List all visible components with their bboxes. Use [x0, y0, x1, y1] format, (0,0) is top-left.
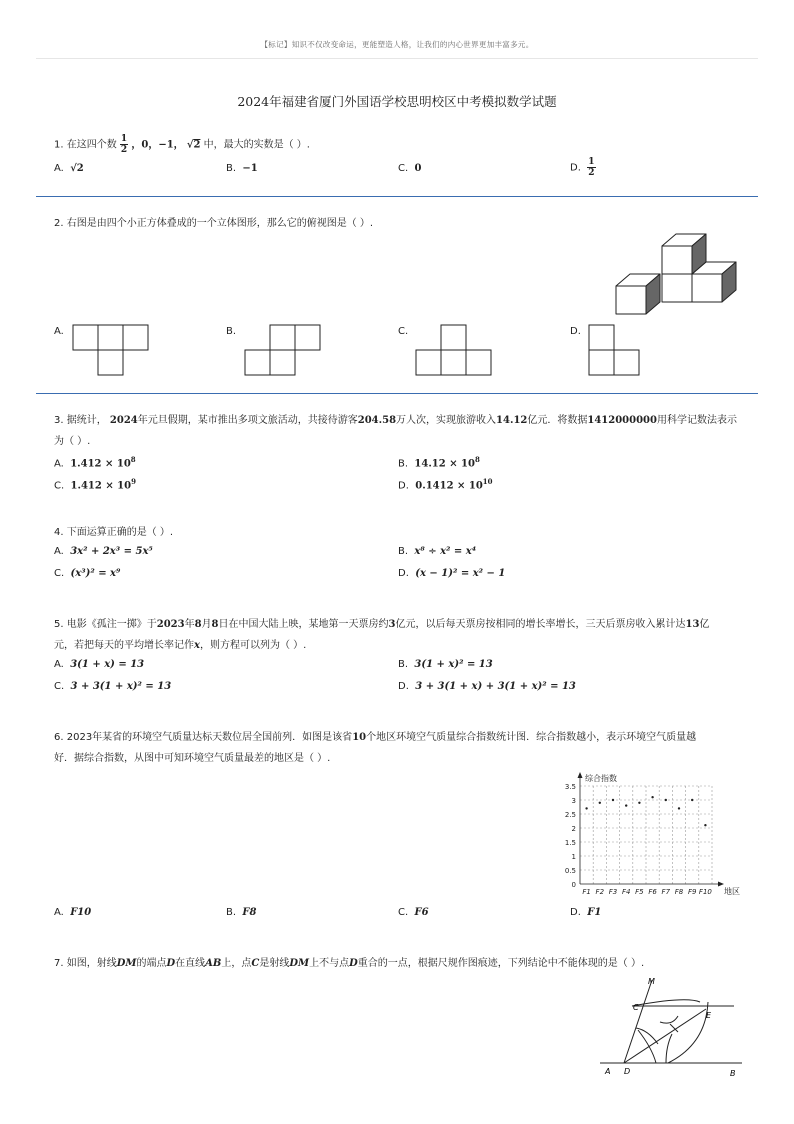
option-c[interactable]: C. (x³)² = x⁹ — [54, 568, 121, 579]
data-point — [651, 796, 653, 798]
x-tick-label: F3 — [608, 888, 618, 896]
x-axis-label: 地区 — [724, 887, 740, 896]
question-text: 右图是由四个小正方体叠成的一个立体图形，那么它的俯视图是（ ）. — [66, 218, 374, 229]
question-divider — [36, 196, 758, 197]
x-tick-label: F5 — [635, 888, 644, 896]
top-view-a[interactable] — [72, 324, 150, 376]
option-d[interactable]: D. 3 + 3(1 + x) + 3(1 + x)² = 13 — [398, 681, 576, 692]
data-point — [638, 802, 640, 804]
option-a[interactable]: A. 3x² + 2x³ = 5x⁵ — [54, 546, 153, 557]
data-point — [599, 802, 601, 804]
arc-5 — [632, 1000, 700, 1006]
header-banner: 【标记】知识不仅改变命运，更能塑造人格，让我们的内心世界更加丰富多元。 — [260, 40, 534, 49]
arc-1 — [636, 1028, 658, 1044]
option-d[interactable]: D. $\frac{1}{2}$ — [570, 157, 595, 178]
sqrt-two: √2 — [186, 139, 201, 151]
data-point — [585, 807, 587, 809]
option-b[interactable]: B. x⁸ ÷ x² = x⁴ — [398, 546, 477, 557]
arc-3 — [666, 1034, 672, 1063]
question-1 — [54, 134, 754, 155]
y-tick-label: 1.5 — [564, 839, 576, 847]
x-tick-labels — [582, 888, 712, 896]
question-divider — [36, 393, 758, 394]
question-text-tail: 中，最大的实数是（ ）. — [203, 139, 310, 151]
option-c[interactable]: C. F6 — [398, 907, 429, 918]
header-divider — [36, 58, 758, 59]
option-c[interactable]: C. 3 + 3(1 + x)² = 13 — [54, 681, 172, 692]
label-c: C — [633, 1003, 639, 1012]
x-tick-label: F6 — [648, 888, 657, 896]
x-tick-label: F4 — [621, 888, 631, 896]
data-point — [704, 824, 706, 826]
label-a: A — [605, 1067, 611, 1076]
option-a[interactable]: A. √2 — [54, 163, 84, 174]
question-number: 2. — [54, 218, 64, 229]
x-tick-label: F10 — [698, 888, 712, 896]
x-tick-label: F1 — [582, 888, 591, 896]
y-tick-label: 3 — [571, 797, 576, 805]
data-point — [678, 807, 680, 809]
x-tick-label: F8 — [674, 888, 684, 896]
label-d: D — [624, 1067, 631, 1076]
option-b[interactable]: B. — [226, 326, 237, 337]
page-title: 2024年福建省厦门外国语学校思明校区中考模拟数学试题 — [237, 94, 557, 109]
y-tick-label: 0 — [571, 881, 576, 889]
question-3: 3. 据统计， 2024年元旦假期，某市推出多项文旅活动，共接待游客204.58万人次，实现旅游收入14.12亿元．将数据1412000000用科学记数法表示 为（ ）. — [54, 415, 737, 447]
chart-axes — [578, 772, 725, 887]
label-b: B — [730, 1069, 736, 1078]
option-b[interactable]: B. −1 — [226, 163, 258, 174]
fraction-half: $\frac{1}{2}$ — [120, 134, 128, 155]
option-d[interactable]: D. $0.1412 \times 10^{10}$ — [398, 477, 493, 492]
y-axis-label: 综合指数 — [585, 774, 617, 783]
top-view-d[interactable] — [588, 324, 641, 376]
option-b[interactable]: B. F8 — [226, 907, 257, 918]
y-tick-label: 0.5 — [564, 867, 576, 875]
data-point — [691, 799, 693, 801]
option-a[interactable]: A. — [54, 326, 64, 337]
option-c[interactable]: C. 0 — [398, 163, 422, 174]
option-d[interactable]: D. F1 — [570, 907, 602, 918]
x-tick-label: F2 — [595, 888, 605, 896]
option-d[interactable]: D. (x − 1)² = x² − 1 — [398, 568, 506, 579]
option-a[interactable]: A. $1.412 \times 10^8$ — [54, 455, 136, 470]
y-tick-label: 1 — [571, 853, 576, 861]
y-tick-label: 2 — [571, 825, 576, 833]
top-view-c[interactable] — [415, 324, 493, 376]
question-text: 在这四个数 — [66, 139, 117, 151]
top-view-b[interactable] — [244, 324, 322, 376]
x-tick-label: F7 — [661, 888, 671, 896]
label-e: E — [706, 1011, 712, 1020]
arc-4 — [660, 1016, 678, 1023]
option-a[interactable]: A. F10 — [54, 907, 92, 918]
y-tick-labels — [565, 783, 576, 889]
question-6: 6. 2023年某省的环境空气质量达标天数位居全国前列．如图是该省10个地区环境空气质量综合指数统计图．综合指数越小，表示环境空气质量越 好．据综合指数，从图中可知环境空气质量最差的地区是（ ）. — [54, 732, 697, 764]
arc-2 — [638, 1030, 656, 1063]
option-c[interactable]: C. $1.412 \times 10^9$ — [54, 477, 136, 492]
question-5: 5. 电影《孤注一掷》于2023年8月8日在中国大陆上映，某地第一天票房约3亿元，以后每天票房按相同的增长率增长，三天后票房收入累计达13亿 元，若把每天的平均增长率记作x，则方程可以列为（ ）. — [54, 619, 710, 651]
question-7: 7. 如图，射线DM的端点D在直线AB上，点C是射线DM上不与点D重合的一点，根据尺规作图痕迹，下列结论中不能体现的是（ ）. — [54, 958, 645, 969]
question-4: 4. 下面运算正确的是（ ）. — [54, 527, 174, 538]
question-number: 1. — [54, 139, 64, 151]
option-c[interactable]: C. — [398, 326, 409, 337]
construction-figure — [596, 972, 746, 1082]
data-point — [665, 799, 667, 801]
option-b[interactable]: B. 3(1 + x)² = 13 — [398, 659, 493, 670]
option-b[interactable]: B. $14.12 \times 10^8$ — [398, 455, 480, 470]
data-point — [625, 804, 627, 806]
option-d[interactable]: D. — [570, 326, 581, 337]
y-tick-label: 2.5 — [564, 811, 576, 819]
x-tick-label: F9 — [687, 888, 697, 896]
number-list: ，0，−1， — [131, 139, 184, 151]
label-m: M — [648, 977, 655, 986]
line-de — [624, 1009, 706, 1063]
ray-dm — [624, 980, 652, 1063]
y-tick-label: 3.5 — [564, 783, 576, 791]
cube-stack-figure — [610, 230, 752, 318]
data-point — [612, 799, 614, 801]
option-a[interactable]: A. 3(1 + x) = 13 — [54, 659, 145, 670]
air-quality-chart — [548, 770, 748, 900]
